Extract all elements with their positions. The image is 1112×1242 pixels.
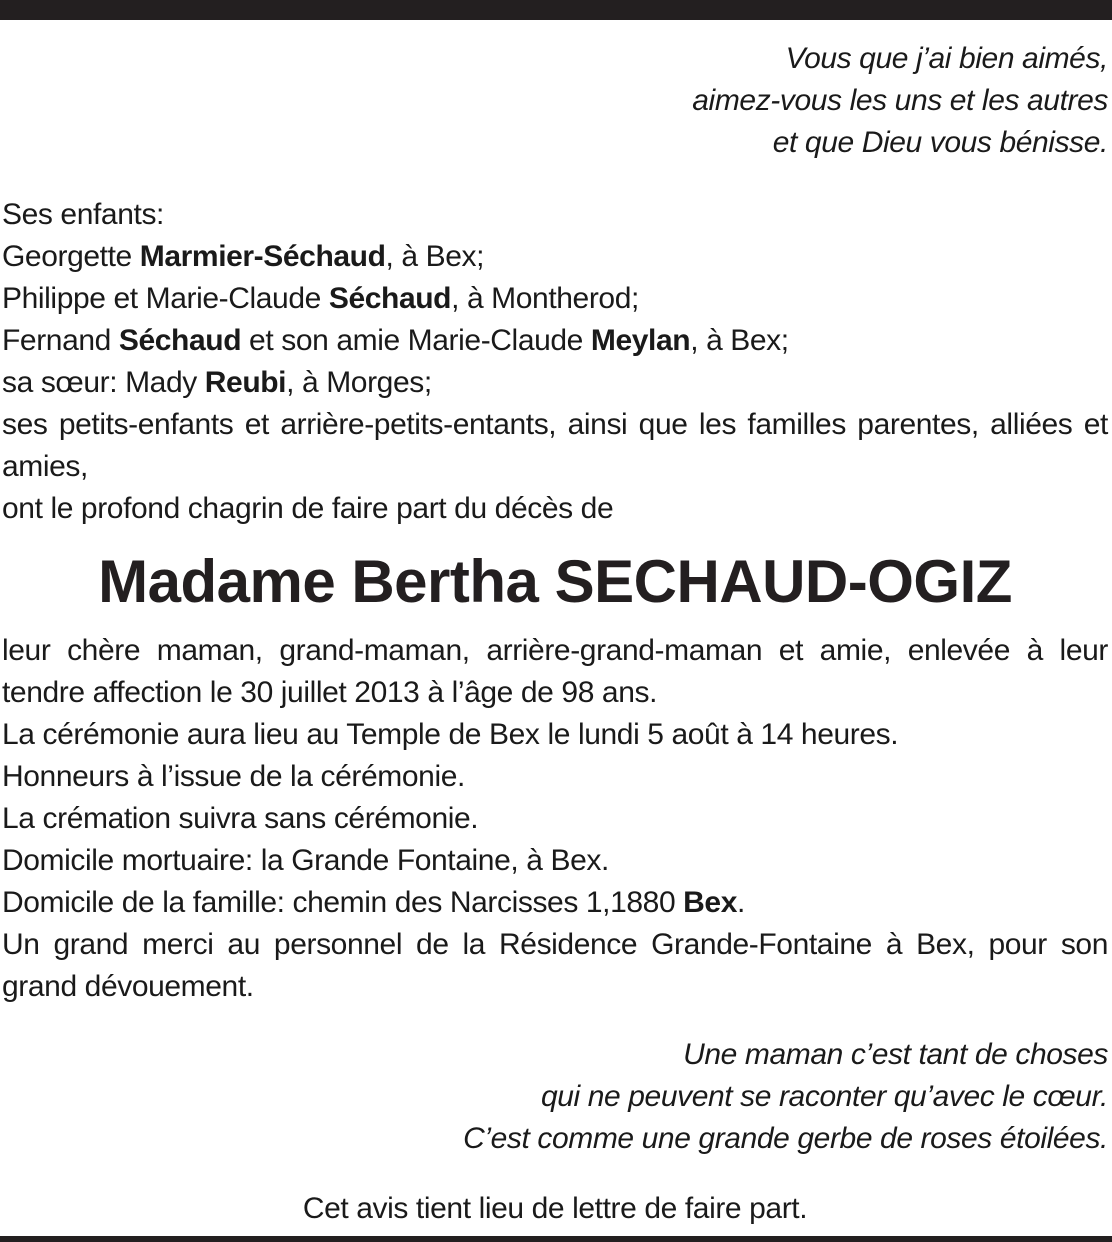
member-text: Fernand xyxy=(2,324,119,357)
member-text: et son amie Marie-Claude xyxy=(241,324,591,357)
honours-line: Honneurs à l’issue de la cérémonie. xyxy=(2,760,465,793)
mortuary-line: Domicile mortuaire: la Grande Fontaine, à Bex. xyxy=(2,844,609,877)
family-member-line xyxy=(2,362,1108,404)
address-town: Bex xyxy=(683,886,738,919)
bottom-rule xyxy=(0,1236,1112,1242)
opening-verse-line: aimez-vous les uns et les autres xyxy=(692,84,1108,117)
opening-verse-line: Vous que j’ai bien aimés, xyxy=(785,42,1108,75)
family-member-line xyxy=(2,320,1108,362)
cremation-line: La crémation suivra sans cérémonie. xyxy=(2,802,479,835)
member-place: , à Morges; xyxy=(286,366,432,399)
closing-verse-line: C’est comme une grande gerbe de roses étoilées. xyxy=(463,1122,1108,1155)
notice-body xyxy=(2,38,1108,1230)
deceased-name: Madame Bertha SECHAUD-OGIZ xyxy=(98,548,1012,615)
member-surname: Marmier-Séchaud xyxy=(139,240,386,273)
member-surname: Séchaud xyxy=(118,324,242,357)
address-punct: . xyxy=(737,886,745,919)
grandchildren-paragraph: ses petits-enfants et arrière-petits-entants, ainsi que les familles parentes, alliées et amies, xyxy=(2,408,1108,483)
relation-paragraph: leur chère maman, grand-maman, arrière-grand-maman et amie, enlevée à leur tendre affection le 30 juillet 2013 à l’âge de 98 ans. xyxy=(2,634,1108,709)
closing-verse-line: Une maman c’est tant de choses xyxy=(683,1038,1108,1071)
footer-note: Cet avis tient lieu de lettre de faire part. xyxy=(302,1192,808,1225)
family-home-line xyxy=(2,882,1108,924)
closing-verse xyxy=(2,1034,1108,1160)
member-text: Georgette xyxy=(2,240,140,273)
opening-verse-line: et que Dieu vous bénisse. xyxy=(772,126,1108,159)
announcement-line: ont le profond chagrin de faire part du décès de xyxy=(2,492,614,525)
thanks-paragraph: Un grand merci au personnel de la Résidence Grande-Fontaine à Bex, pour son grand dévouement. xyxy=(2,928,1108,1003)
ceremony-line: La cérémonie aura lieu au Temple de Bex le lundi 5 août à 14 heures. xyxy=(2,718,899,751)
family-member-line xyxy=(2,236,1108,278)
member-surname: Séchaud xyxy=(328,282,452,315)
member-text: Philippe et Marie-Claude xyxy=(2,282,329,315)
closing-verse-line: qui ne peuvent se raconter qu’avec le cœur. xyxy=(540,1080,1108,1113)
member-surname: Reubi xyxy=(204,366,287,399)
member-place: , à Bex; xyxy=(690,324,789,357)
details-block xyxy=(2,630,1108,1008)
member-place: , à Montherod; xyxy=(451,282,639,315)
family-list xyxy=(2,194,1108,530)
member-place: , à Bex; xyxy=(385,240,485,273)
address-text: Domicile de la famille: chemin des Narcisses 1,1880 xyxy=(2,886,684,919)
member-surname: Meylan xyxy=(590,324,691,357)
opening-verse xyxy=(2,38,1108,164)
family-intro: Ses enfants: xyxy=(2,198,164,231)
top-rule xyxy=(0,0,1112,20)
family-member-line xyxy=(2,278,1108,320)
member-text: sa sœur: Mady xyxy=(2,366,205,399)
